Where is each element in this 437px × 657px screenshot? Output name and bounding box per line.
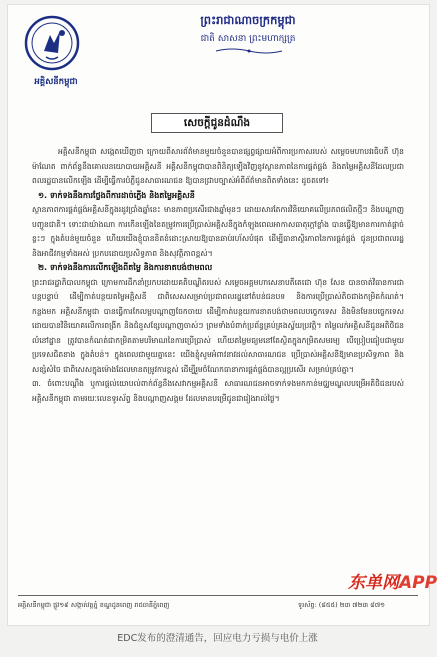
document-body [32, 145, 404, 406]
footer-divider [18, 595, 418, 596]
section-heading: ២. ទាក់ទងនឹងការលើកឡើងពីតម្លៃ និងការខាតបង់ថាមពល [38, 263, 213, 272]
footer-contact: ទូរស័ព្ទ: (៨៥៥) ២៣ ៧២៣ ៨៧១ [298, 601, 385, 609]
watermark-sub: APP [399, 573, 437, 593]
body-paragraph: ៣. ចំពោះបណ្តឹង ឬការផ្តល់យោបល់ពាក់ព័ន្ធនឹងសេវាកម្មអគ្គិសនី សាធារណជនអាចទាក់ទងមកកាន់មជ្ឈមណ្ឌលបម្រើអតិថិជនរបស់អគ្គិសនីកម្ពុជា តាមរយៈលេខទូរស័ព្ទ និងបណ្តាញសង្គម ដែលមានបម្រើជូនជារៀងរាល់ថ្ងៃ។ [32, 379, 404, 403]
footer-address: អគ្គិសនីកម្ពុជា ផ្លូវ១៩ សង្កាត់វត្តភ្នំ ខណ្ឌដូនពេញ រាជធានីភ្នំពេញ [18, 601, 170, 609]
document-page [7, 4, 437, 626]
watermark [348, 568, 437, 593]
watermark-main: 东单网 [348, 573, 399, 593]
section-heading: ១. ទាក់ទងនឹងការថ្លែងពីការដាច់ភ្លើង និងតម្លៃអគ្គិសនី [38, 190, 195, 200]
edc-logo-icon [24, 13, 80, 73]
image-caption: EDC发布的澄清通告，回应电力亏损与电价上涨 [117, 633, 318, 644]
org-name: អគ្គិសនីកម្ពុជា [34, 77, 78, 87]
kingdom-title: ព្រះរាជាណាចក្រកម្ពុជា [200, 13, 296, 27]
body-paragraph: ព្រះរាជរដ្ឋាភិបាលកម្ពុជា ក្រោមការដឹកនាំប្រកបដោយគតិបណ្ឌិតរបស់ សម្តេចអគ្គមហាសេនាបតីតេជោ ហ៊ុន សែន បានចាត់វិធានការជាបន្តបន្ទាប់ ដើម្បីកាត់បន្ថយតម្លៃអគ្គិសនី ជាពិសេសសម្រាប់ប្រជាពលរដ្ឋនៅតំបន់ជនបទ និងការប្រើប្រាស់តិចជាងកម្រិតកំណត់។ កន្លងមក អគ្គិសនីកម្ពុជា បានធ្វើការកែលម្អបណ្តាញចែកចាយ ដើម្បីកាត់បន្ថយការខាតបង់ថាមពលបច្ចេកទេស និងមិនមែនបច្ចេកទេស ដោយបានវិនិយោគលើការពង្រីក និងជំនួសខ្សែបណ្តាញចាស់ៗ ព្រមទាំងបំពាក់ប្រព័ន្ធគ្រប់គ្រងស្វ័យប្រវត្តិ។ តម្លៃលក់អគ្គិសនីជូនអតិថិជនលំនៅដ្ឋាន ត្រូវបានកំណត់ជាកម្រិតតាមបរិមាណនៃការប្រើប្រាស់ ហើយតម្លៃមធ្យមនៅតែស្ថិតក្នុងកម្រិតសមរម្យ បើប្រៀបធៀបជាមួយប្រទេសជិតខាង ក្នុងតំបន់។ ក្នុងពេលជាមួយគ្នានេះ យើងខ្ញុំសូមអំពាវនាវដល់សាធារណជន ប្រើប្រាស់អគ្គិសនីឱ្យមានប្រសិទ្ធភាព និងសន្សំសំចៃ ជាពិសេសក្នុងម៉ោងដែលមានតម្រូវការខ្ពស់ ដើម្បីរួមចំណែកធានាការផ្គត់ផ្គង់បានល្អប្រសើរ សម្រាប់គ្រប់គ្នា។ [32, 277, 404, 374]
document-title: សេចក្តីជូនដំណឹង [151, 113, 283, 133]
national-motto: ជាតិ សាសនា ព្រះមហាក្សត្រ [200, 34, 296, 44]
body-paragraph: ស្ថានភាពការផ្គត់ផ្គង់អគ្គិសនីក្នុងរដូវប្រាំងឆ្នាំនេះ មានភាពប្រសើរជាងឆ្នាំមុនៗ ដោយសារតែការវិនិយោគលើប្រភពផលិតថ្មីៗ និងបណ្តាញបញ្ជូនជាតិ។ ទោះជាយ៉ាងណា ការកើនឡើងនៃតម្រូវការប្រើប្រាស់អគ្គិសនីក្នុងកំឡុងពេលអាកាសធាតុក្តៅខ្លាំង បានធ្វើឱ្យមានការកាត់ផ្តាច់ខ្លះៗ ក្នុងតំបន់មួយចំនួន ហើយយើងខ្ញុំបានខិតខំដោះស្រាយឱ្យបានឆាប់រហ័សបំផុត ដើម្បីធានាស្ថិរភាពនៃការផ្គត់ផ្គង់ ជូនប្រជាពលរដ្ឋ និងអាជីវកម្មទាំងអស់ ប្រកបដោយប្រសិទ្ធភាព និងសុវត្ថិភាពខ្ពស់។ [32, 205, 404, 258]
body-paragraph: អគ្គិសនីកម្ពុជា សង្កេតឃើញថា ក្រោយពីសារព័ត៌មានមួយចំនួនបានផ្សព្វផ្សាយអំពីការប្រកាសរបស់ សម្តេចមហាបវរធិបតី ហ៊ុន ម៉ាណែត ពាក់ព័ន្ធនឹងគោលនយោបាយអគ្គិសនី អគ្គិសនីកម្ពុជាបានពិនិត្យឡើងវិញនូវស្ថានភាពនៃការផ្គត់ផ្គង់ និងតម្លៃអគ្គិសនីដែលប្រជាពលរដ្ឋបានលើកឡើង ដើម្បីធ្វើការបំភ្លឺជូនសាធារណជន ឱ្យបានជ្រាបច្បាស់អំពីព័ត៌មានពិតទាំងនេះ ដូចតទៅ៖ [32, 147, 404, 185]
ornament-divider [214, 47, 284, 55]
